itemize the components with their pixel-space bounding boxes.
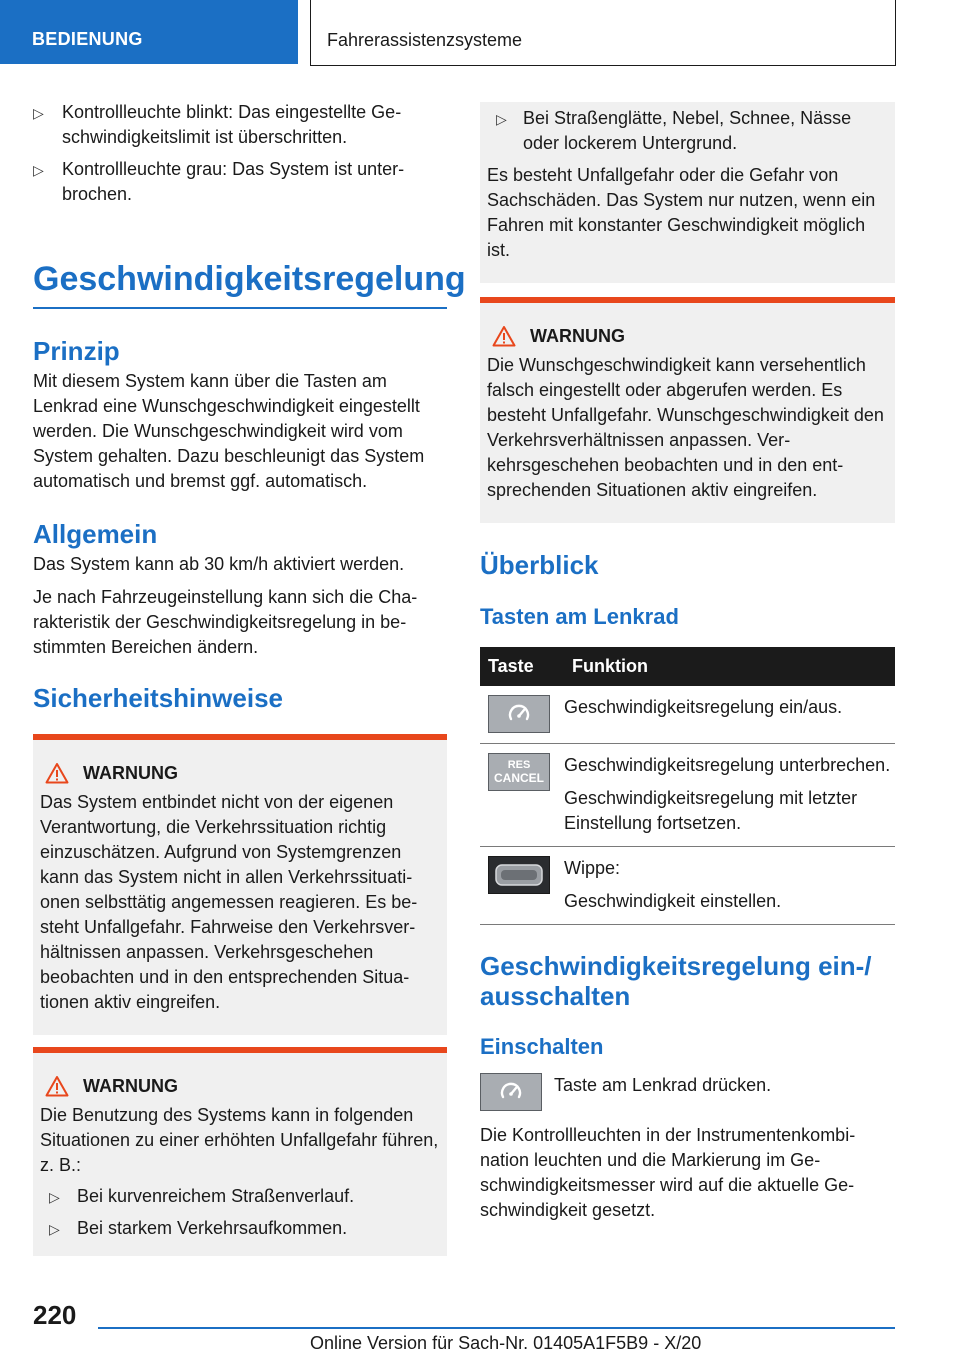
footer-online-version: Online Version für Sach-Nr. 01405A1F5B9 - X/20 [310,1333,702,1353]
cruise-control-key [480,1073,542,1111]
table-row [480,847,895,925]
triangle-bullet-icon: ▷ [496,111,507,127]
header-chapter-title: Fahrerassistenzsysteme [310,0,896,66]
warning-continuation-box [480,102,895,283]
table-cell: Geschwindigkeitsregelung ein/aus. [564,686,895,744]
triangle-bullet-icon: ▷ [49,1189,60,1205]
list-item: ▷ Bei Straßenglätte, Nebel, Schnee, Nässe oder lockerem Untergrund. [496,108,852,153]
triangle-bullet-icon: ▷ [49,1221,60,1237]
einschalten-text: Die Kontrollleuchten in der Instrumentenkombination leuchten und die Markierung im Geschwindigkeitsmesser wird auf die aktuelle Geschwindigkeit gesetzt. [480,1125,856,1220]
header-section-tab[interactable]: BEDIENUNG [0,0,298,64]
subsection-title-einaus: Geschwindigkeitsregelung ein-/ ausschalten [480,951,872,1011]
warning-text: Die Benutzung des Systems kann in folgenden Situationen zu einer erhöhten Unfallgefahr führen, z. B.: [40,1105,439,1175]
allgemein-text-2: Je nach Fahrzeugeinstellung kann sich die Charakteristik der Geschwindigkeitsregelung in bestimmten Bereichen ändern. [33,587,418,657]
footer-divider [98,1327,895,1329]
key-table [480,647,895,925]
cruise-control-key [488,695,550,733]
warning-text: Die Wunschgeschwindigkeit kann versehentlich falsch eingestellt oder abgerufen werden. Es besteht Unfallgefahr. Wunschgeschwindigkeit den Verkehrsverhältnissen anpassen. Verkehrsgeschehen beobachten und in den entsprechenden Situationen aktiv eingreifen. [487,355,884,500]
list-item: ▷ Kontrollleuchte grau: Das System ist unterbrochen. [33,159,405,204]
table-cell: Geschwindigkeitsregelung mit letzter Einstellung fortsetzen. [564,788,858,833]
subsection-title-allgemein: Allgemein [33,519,158,549]
subsubsection-title-einschalten: Einschalten [480,1034,604,1059]
step-row [480,1073,895,1111]
step-text: Taste am Lenkrad drücken. [554,1075,772,1095]
subsection-title-ueberblick: Überblick [480,550,599,580]
rocker-switch-icon [493,861,545,889]
list-item: ▷ Bei starkem Verkehrsaufkommen. [40,1216,439,1241]
table-header-cell: Funktion [564,647,895,686]
table-cell: Geschwindigkeitsregelung unterbrechen. [564,755,891,775]
rocker-key [488,856,550,894]
cruise-control-icon [506,703,532,725]
table-cell: Wippe: [564,858,621,878]
cruise-control-icon [498,1081,524,1103]
table-row [480,744,895,847]
list-item: ▷ Kontrollleuchte blinkt: Das eingestellte Geschwindigkeitslimit ist überschritten. [33,102,402,147]
warning-label: WARNUNG [530,325,625,346]
warning-label: WARNUNG [83,1075,178,1096]
table-cell: Geschwindigkeit einstellen. [564,891,782,911]
subsection-title-sicherheit: Sicherheitshinweise [33,683,283,713]
triangle-bullet-icon: ▷ [33,162,44,178]
table-header-cell: Taste [480,647,564,686]
warning-label: WARNUNG [83,762,178,783]
warning-text: Es besteht Unfallgefahr oder die Gefahr von Sachschäden. Das System nur nutzen, wenn ein Fahren mit konstanter Geschwindigkeit möglich ist. [487,165,876,260]
warning-box [33,734,447,1035]
list-item: ▷ Bei kurvenreichem Straßenverlauf. [40,1184,439,1209]
allgemein-text-1: Das System kann ab 30 km/h aktiviert werden. [33,554,405,574]
table-row [480,686,895,744]
right-column [480,102,895,1223]
table-header-row [480,647,895,686]
triangle-bullet-icon: ▷ [33,105,44,121]
warning-triangle-icon [45,1075,69,1097]
subsection-title-prinzip: Prinzip [33,336,120,366]
warning-box [33,1047,447,1256]
left-column [33,100,466,1256]
warning-triangle-icon [492,325,516,347]
res-cancel-key: RES CANCEL [488,753,550,791]
warning-box [480,297,895,523]
prinzip-text: Mit diesem System kann über die Tasten am Lenkrad eine Wunschgeschwindigkeit eingestellt werden. Die Wunschgeschwindigkeit wird vom System gehalten. Dazu beschleunigt das System automatisch und bremst ggf. automatisch. [33,371,425,491]
section-title: Geschwindigkeitsregelung [33,259,447,309]
warning-text: Das System entbindet nicht von der eigenen Verantwortung, die Verkehrssituation richtig einzuschätzen. Aufgrund von Systemgrenzen kann das System nicht in allen Verkehrssituationen selbsttätig angemessen reagieren. Es besteht Unfallgefahr. Fahrweise den Verkehrsverhältnissen anpassen. Verkehrsgeschehen beobachten und in den entsprechenden Situationen aktiv eingreifen. [40,792,418,1012]
subsubsection-title-tasten: Tasten am Lenkrad [480,604,679,629]
page-number: 220 [33,1300,77,1330]
warning-triangle-icon [45,762,69,784]
